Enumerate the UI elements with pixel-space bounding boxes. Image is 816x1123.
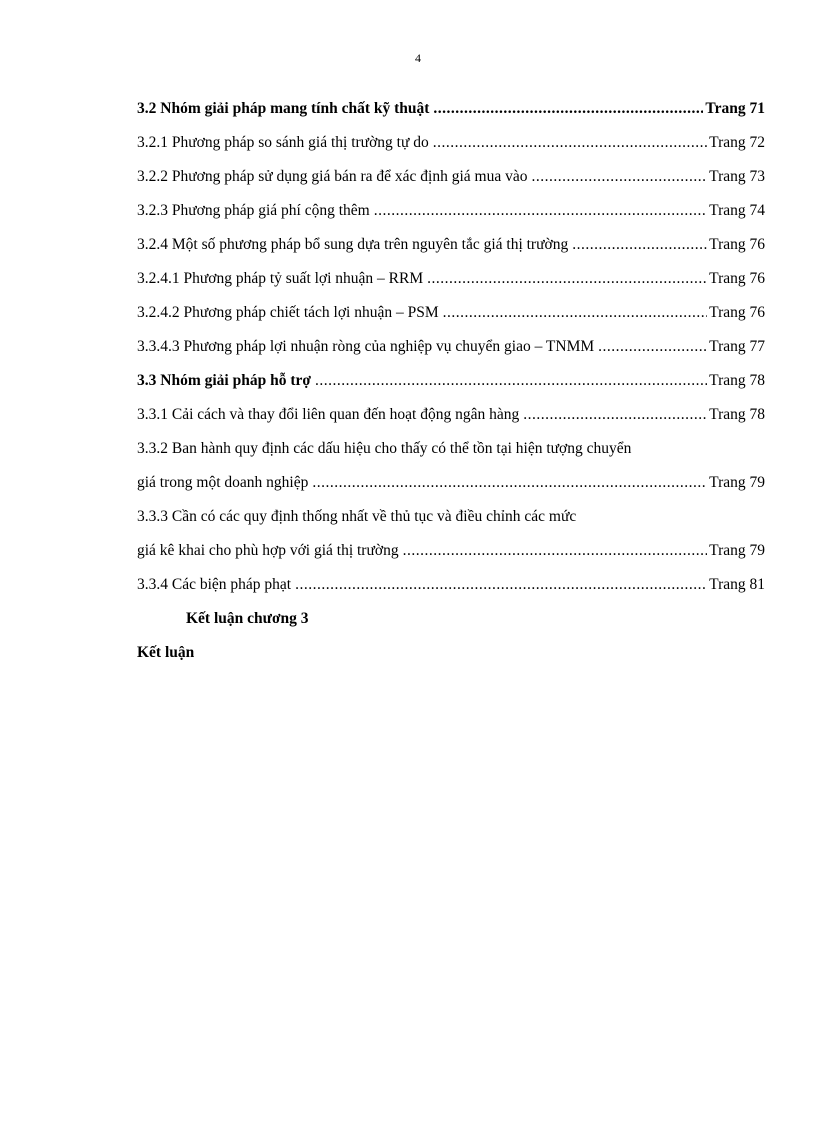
toc-entry-page: Trang 77 (709, 338, 765, 355)
toc-entry-3-3-3-line2 (137, 538, 765, 572)
toc-entry-3-2-3 (137, 198, 765, 232)
leader-dots (433, 130, 707, 156)
toc-entry-page: Trang 74 (709, 202, 765, 219)
toc-entry-3-3-2-line2 (137, 470, 765, 504)
leader-dots (427, 266, 707, 292)
toc-entry-label: 3.2.2 Phương pháp sử dụng giá bán ra để xác định giá mua vào (137, 168, 528, 185)
toc-entry-page: Trang 71 (705, 100, 765, 117)
toc-entry-3-2-1 (137, 130, 765, 164)
toc-entry-label: 3.3.3 Cần có các quy định thống nhất về thủ tục và điều chỉnh các mức (137, 508, 577, 525)
toc-entry-3-2-2 (137, 164, 765, 198)
toc-entry-label: 3.2.4.1 Phương pháp tỷ suất lợi nhuận – RRM (137, 270, 424, 287)
toc-entry-3-3-3-line1 (137, 504, 765, 538)
toc-entry-label: 3.2.4.2 Phương pháp chiết tách lợi nhuận – PSM (137, 304, 439, 321)
toc-entry-label: 3.2.1 Phương pháp so sánh giá thị trường tự do (137, 134, 429, 151)
leader-dots (523, 402, 707, 428)
toc-entry-conclusion (137, 640, 765, 674)
toc-entry-page: Trang 79 (709, 542, 765, 559)
toc-entry-label: giá kê khai cho phù hợp với giá thị trường (137, 542, 399, 559)
leader-dots (443, 300, 708, 326)
toc-entry-3-2-4-2 (137, 300, 765, 334)
leader-dots (295, 572, 707, 598)
toc-entry-3-2-4 (137, 232, 765, 266)
toc-entry-chapter-conclusion (137, 606, 765, 640)
leader-dots (374, 198, 707, 224)
toc-entry-3-3-2-line1 (137, 436, 765, 470)
leader-dots (403, 538, 708, 564)
toc-entry-page: Trang 76 (709, 270, 765, 287)
leader-dots (312, 470, 707, 496)
toc-entry-3-3 (137, 368, 765, 402)
toc-entry-page: Trang 78 (709, 406, 765, 423)
toc-entry-page: Trang 76 (709, 236, 765, 253)
toc-entry-page: Trang 76 (709, 304, 765, 321)
page-number: 4 (415, 51, 421, 65)
toc-entry-label: Kết luận (137, 644, 195, 661)
leader-dots (572, 232, 707, 258)
toc-entry-3-3-4 (137, 572, 765, 606)
toc-entry-page: Trang 81 (709, 576, 765, 593)
toc-entry-label: 3.3.2 Ban hành quy định các dấu hiệu cho thấy có thể tồn tại hiện tượng chuyển (137, 440, 632, 457)
toc-entry-page: Trang 72 (709, 134, 765, 151)
toc-entry-3-3-4-3 (137, 334, 765, 368)
table-of-contents (137, 96, 765, 674)
toc-entry-label: giá trong một doanh nghiệp (137, 474, 309, 491)
toc-entry-label: 3.2.4 Một số phương pháp bổ sung dựa trên nguyên tắc giá thị trường (137, 236, 569, 253)
leader-dots (531, 164, 707, 190)
toc-entry-label: Kết luận chương 3 (186, 610, 309, 627)
toc-entry-3-2-4-1 (137, 266, 765, 300)
leader-dots (598, 334, 707, 360)
toc-entry-label: 3.2.3 Phương pháp giá phí cộng thêm (137, 202, 370, 219)
leader-dots (433, 96, 703, 122)
toc-entry-label: 3.3.4 Các biện pháp phạt (137, 576, 292, 593)
toc-entry-3-3-1 (137, 402, 765, 436)
toc-entry-3-2 (137, 96, 765, 130)
toc-entry-page: Trang 79 (709, 474, 765, 491)
toc-entry-label: 3.3 Nhóm giải pháp hỗ trợ (137, 372, 311, 389)
toc-entry-label: 3.2 Nhóm giải pháp mang tính chất kỹ thuật (137, 100, 430, 117)
toc-entry-label: 3.3.1 Cải cách và thay đổi liên quan đến hoạt động ngân hàng (137, 406, 520, 423)
toc-entry-label: 3.3.4.3 Phương pháp lợi nhuận ròng của nghiệp vụ chuyển giao – TNMM (137, 338, 595, 355)
leader-dots (315, 368, 707, 394)
toc-entry-page: Trang 78 (709, 372, 765, 389)
toc-entry-page: Trang 73 (709, 168, 765, 185)
